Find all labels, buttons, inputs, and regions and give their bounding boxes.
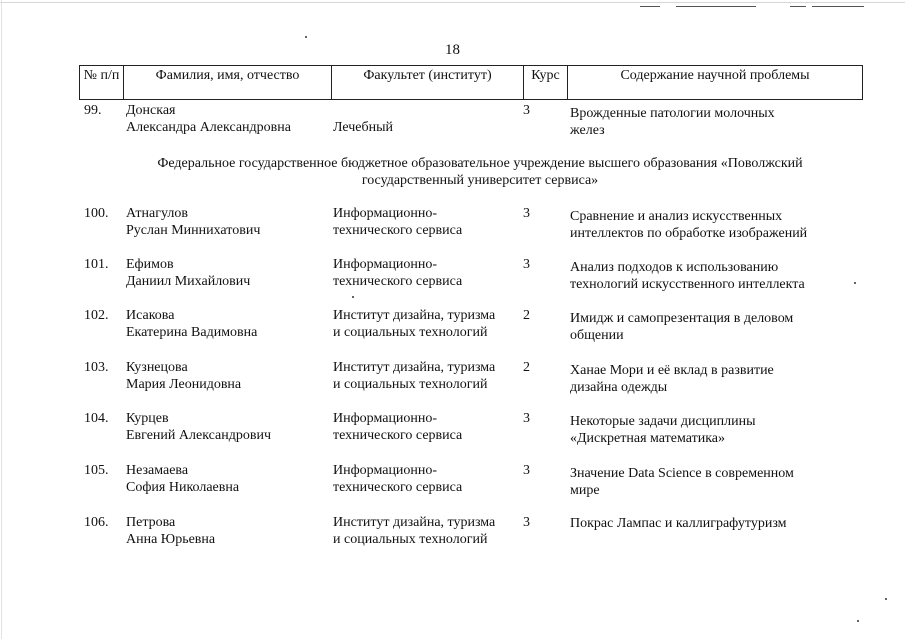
scan-edge-left xyxy=(1,0,2,639)
student-name xyxy=(126,256,331,290)
scan-speck xyxy=(305,36,307,38)
research-topic xyxy=(570,208,870,242)
scan-edge-top xyxy=(0,2,905,3)
student-name xyxy=(126,410,331,444)
faculty-line-1: Информационно- xyxy=(333,257,438,272)
surname: Атнагулов xyxy=(126,206,188,221)
topic-line-2: дизайна одежды xyxy=(570,380,668,395)
surname: Исакова xyxy=(126,308,175,323)
header-topic: Содержание научной проблемы xyxy=(568,66,863,100)
research-topic xyxy=(570,515,870,532)
faculty xyxy=(333,410,523,444)
faculty-line-2: и социальных технологий xyxy=(333,377,488,392)
research-topic xyxy=(570,310,870,344)
row-number: 100. xyxy=(84,206,109,221)
student-name xyxy=(126,102,331,136)
research-topic xyxy=(570,362,870,396)
research-topic xyxy=(570,413,870,447)
row-number: 99. xyxy=(84,103,102,118)
topic-line-1: Значение Data Science в современном xyxy=(570,466,794,481)
topic-line-2: желез xyxy=(570,123,605,138)
given-names: Александра Александровна xyxy=(126,120,291,135)
topic-line-2: интеллектов по обработке изображений xyxy=(570,226,808,241)
surname: Курцев xyxy=(126,411,169,426)
scan-speck xyxy=(885,598,887,600)
faculty-line-2: и социальных технологий xyxy=(333,325,488,340)
faculty xyxy=(333,462,523,496)
surname: Донская xyxy=(126,103,176,118)
scan-speck xyxy=(854,282,856,284)
topic-line-2: технологий искусственного интеллекта xyxy=(570,277,805,292)
header-faculty: Факультет (институт) xyxy=(332,66,524,100)
surname: Кузнецова xyxy=(126,360,188,375)
student-name xyxy=(126,307,331,341)
topic-line-1: Покрас Лампас и каллиграфутуризм xyxy=(570,516,787,531)
faculty xyxy=(333,205,523,239)
topic-line-1: Имидж и самопрезентация в деловом xyxy=(570,311,794,326)
scan-artifact-line xyxy=(676,6,756,7)
header-number: № п/п xyxy=(80,66,124,100)
faculty xyxy=(333,514,523,548)
row-number: 103. xyxy=(84,360,109,375)
surname: Петрова xyxy=(126,515,176,530)
faculty-line-1: Информационно- xyxy=(333,206,438,221)
row-number: 104. xyxy=(84,411,109,426)
table-header xyxy=(79,65,863,100)
faculty-line-2: Лечебный xyxy=(333,120,394,135)
course: 2 xyxy=(523,308,530,323)
faculty-line-2: технического сервиса xyxy=(333,223,463,238)
given-names: Руслан Миннихатович xyxy=(126,223,261,238)
page-number: 18 xyxy=(445,42,460,58)
course: 3 xyxy=(523,103,530,118)
faculty xyxy=(333,307,523,341)
scan-artifact-line xyxy=(790,6,806,7)
given-names: Анна Юрьевна xyxy=(126,532,216,547)
topic-line-1: Ханае Мори и её вклад в развитие xyxy=(570,363,774,378)
given-names: Даниил Михайлович xyxy=(126,274,251,289)
faculty-line-1: Информационно- xyxy=(333,411,438,426)
topic-line-1: Некоторые задачи дисциплины xyxy=(570,414,756,429)
topic-line-1: Сравнение и анализ искусственных xyxy=(570,209,783,224)
faculty-line-2: технического сервиса xyxy=(333,428,463,443)
faculty xyxy=(333,256,523,290)
topic-line-2: «Дискретная математика» xyxy=(570,431,726,446)
faculty-line-1 xyxy=(333,102,523,119)
student-name xyxy=(126,205,331,239)
faculty-line-1: Институт дизайна, туризма xyxy=(333,360,496,375)
header-name: Фамилия, имя, отчество xyxy=(124,66,332,100)
given-names: Екатерина Вадимовна xyxy=(126,325,258,340)
row-number: 102. xyxy=(84,308,109,323)
organization-heading: Федеральное государственное бюджетное образовательное учреждение высшего образования «Поволжский государственный университет сервиса» xyxy=(157,156,803,188)
given-names: Мария Леонидовна xyxy=(126,377,242,392)
surname: Незамаева xyxy=(126,463,189,478)
row-number: 106. xyxy=(84,515,109,530)
faculty xyxy=(333,102,523,136)
topic-line-2: мире xyxy=(570,483,600,498)
faculty-line-2: технического сервиса xyxy=(333,274,463,289)
given-names: София Николаевна xyxy=(126,480,240,495)
topic-line-1: Врожденные патологии молочных xyxy=(570,106,775,121)
row-number: 101. xyxy=(84,257,109,272)
scan-artifact-line xyxy=(640,6,660,7)
course: 3 xyxy=(523,411,530,426)
topic-line-1: Анализ подходов к использованию xyxy=(570,260,779,275)
scan-speck xyxy=(352,296,354,298)
course: 3 xyxy=(523,515,530,530)
header-course: Курс xyxy=(524,66,568,100)
scan-artifact-line xyxy=(812,6,864,7)
faculty-line-1: Институт дизайна, туризма xyxy=(333,515,496,530)
faculty xyxy=(333,359,523,393)
course: 3 xyxy=(523,206,530,221)
faculty-line-2: и социальных технологий xyxy=(333,532,488,547)
row-number: 105. xyxy=(84,463,109,478)
faculty-line-1: Институт дизайна, туризма xyxy=(333,308,496,323)
research-topic xyxy=(570,105,870,139)
course: 3 xyxy=(523,463,530,478)
student-name xyxy=(126,514,331,548)
research-topic xyxy=(570,465,870,499)
topic-line-2: общении xyxy=(570,328,624,343)
course: 2 xyxy=(523,360,530,375)
student-name xyxy=(126,359,331,393)
surname: Ефимов xyxy=(126,257,174,272)
faculty-line-1: Информационно- xyxy=(333,463,438,478)
given-names: Евгений Александрович xyxy=(126,428,272,443)
research-topic xyxy=(570,259,870,293)
scan-speck xyxy=(857,620,859,622)
course: 3 xyxy=(523,257,530,272)
student-name xyxy=(126,462,331,496)
faculty-line-2: технического сервиса xyxy=(333,480,463,495)
